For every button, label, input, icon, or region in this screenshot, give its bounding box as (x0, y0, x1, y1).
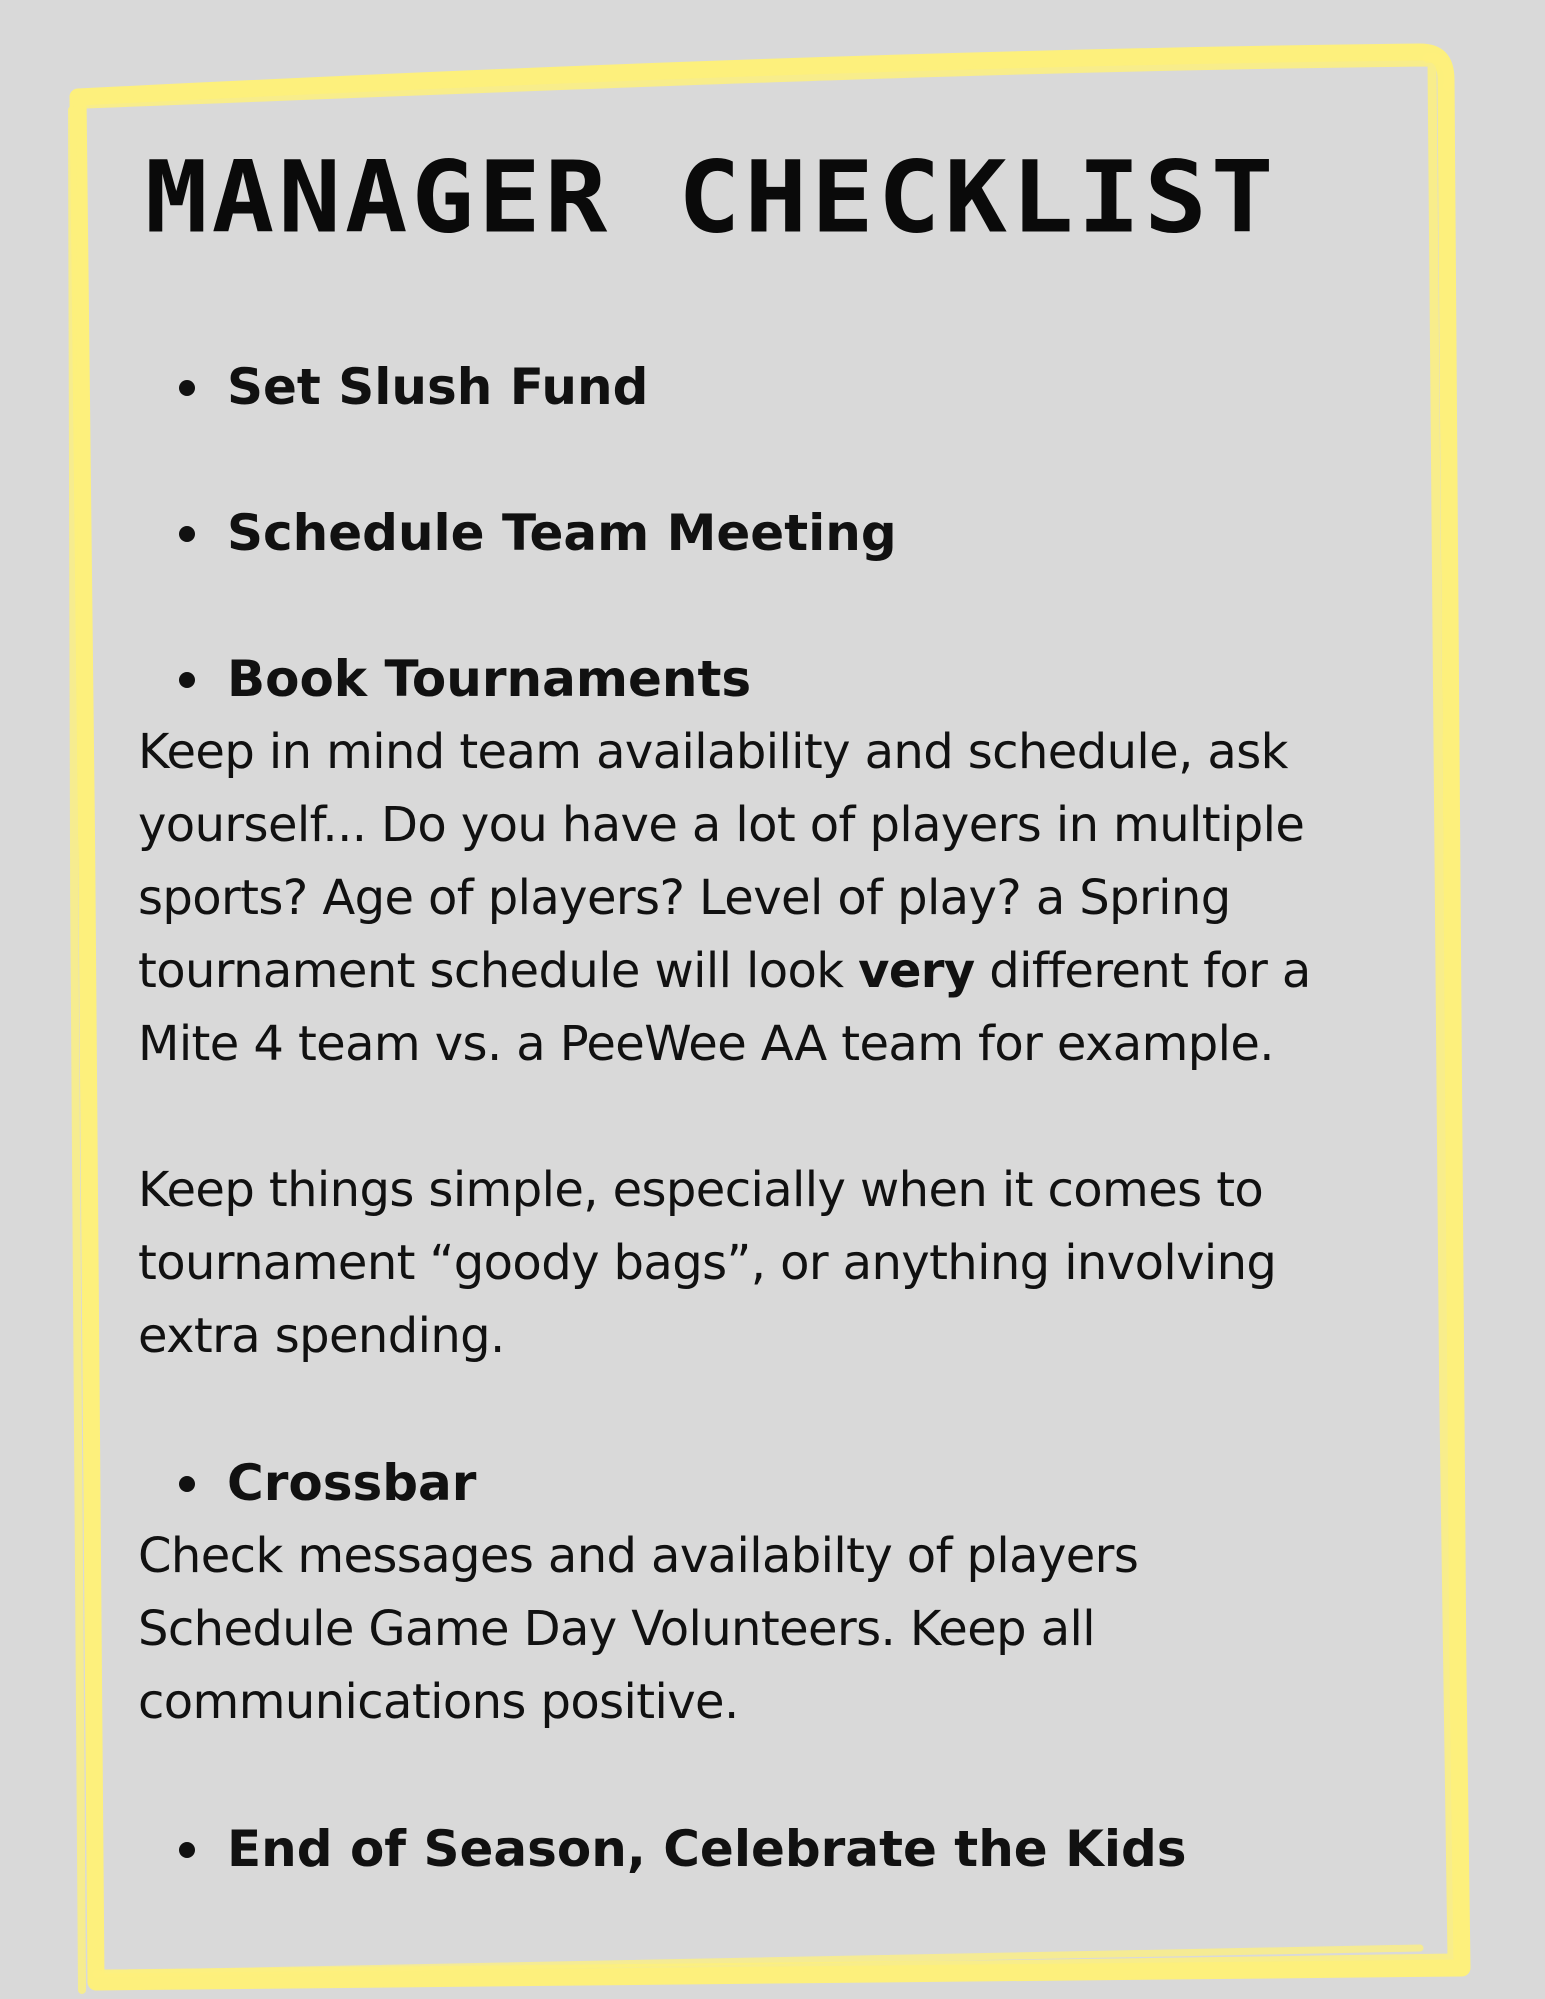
note-line: Keep in mind team availability and schedule, ask (138, 724, 1288, 780)
checklist-body (138, 350, 1428, 1886)
note-line: Keep things simple, especially when it comes to (138, 1162, 1264, 1218)
note-line: Mite 4 team vs. a PeeWee AA team for example. (138, 1016, 1274, 1072)
note-emphasis: very (858, 943, 975, 999)
note-line (138, 935, 1428, 1008)
checklist-item-set-slush-fund: Set Slush Fund (138, 350, 1428, 424)
spacer (138, 1081, 1428, 1154)
checklist-item-book-tournaments: Book Tournaments (138, 642, 1428, 716)
note-text: tournament schedule will look (138, 943, 859, 999)
note-line: Check messages and availabilty of players (138, 1528, 1139, 1584)
spacer (138, 1739, 1428, 1812)
note-line: Schedule Game Day Volunteers. Keep all (138, 1601, 1095, 1657)
spacer (138, 424, 1428, 496)
checklist-item-schedule-team-meeting: Schedule Team Meeting (138, 496, 1428, 570)
spacer (138, 570, 1428, 642)
checklist-item-end-of-season: End of Season, Celebrate the Kids (138, 1812, 1428, 1886)
note-line: communications positive. (138, 1674, 739, 1730)
spacer (138, 1373, 1428, 1446)
note-line: extra spending. (138, 1308, 505, 1364)
note-line: yourself... Do you have a lot of players in multiple (138, 797, 1305, 853)
note-line: sports? Age of players? Level of play? a Spring (138, 870, 1231, 926)
crossbar-note (138, 1520, 1428, 1739)
note-text: different for a (974, 943, 1311, 999)
checklist-item-crossbar: Crossbar (138, 1446, 1428, 1520)
book-tournaments-note (138, 716, 1428, 1081)
note-line: tournament “goody bags”, or anything involving (138, 1235, 1277, 1291)
page-title: MANAGER CHECKLIST (145, 139, 1278, 256)
goody-bags-note (138, 1154, 1428, 1373)
